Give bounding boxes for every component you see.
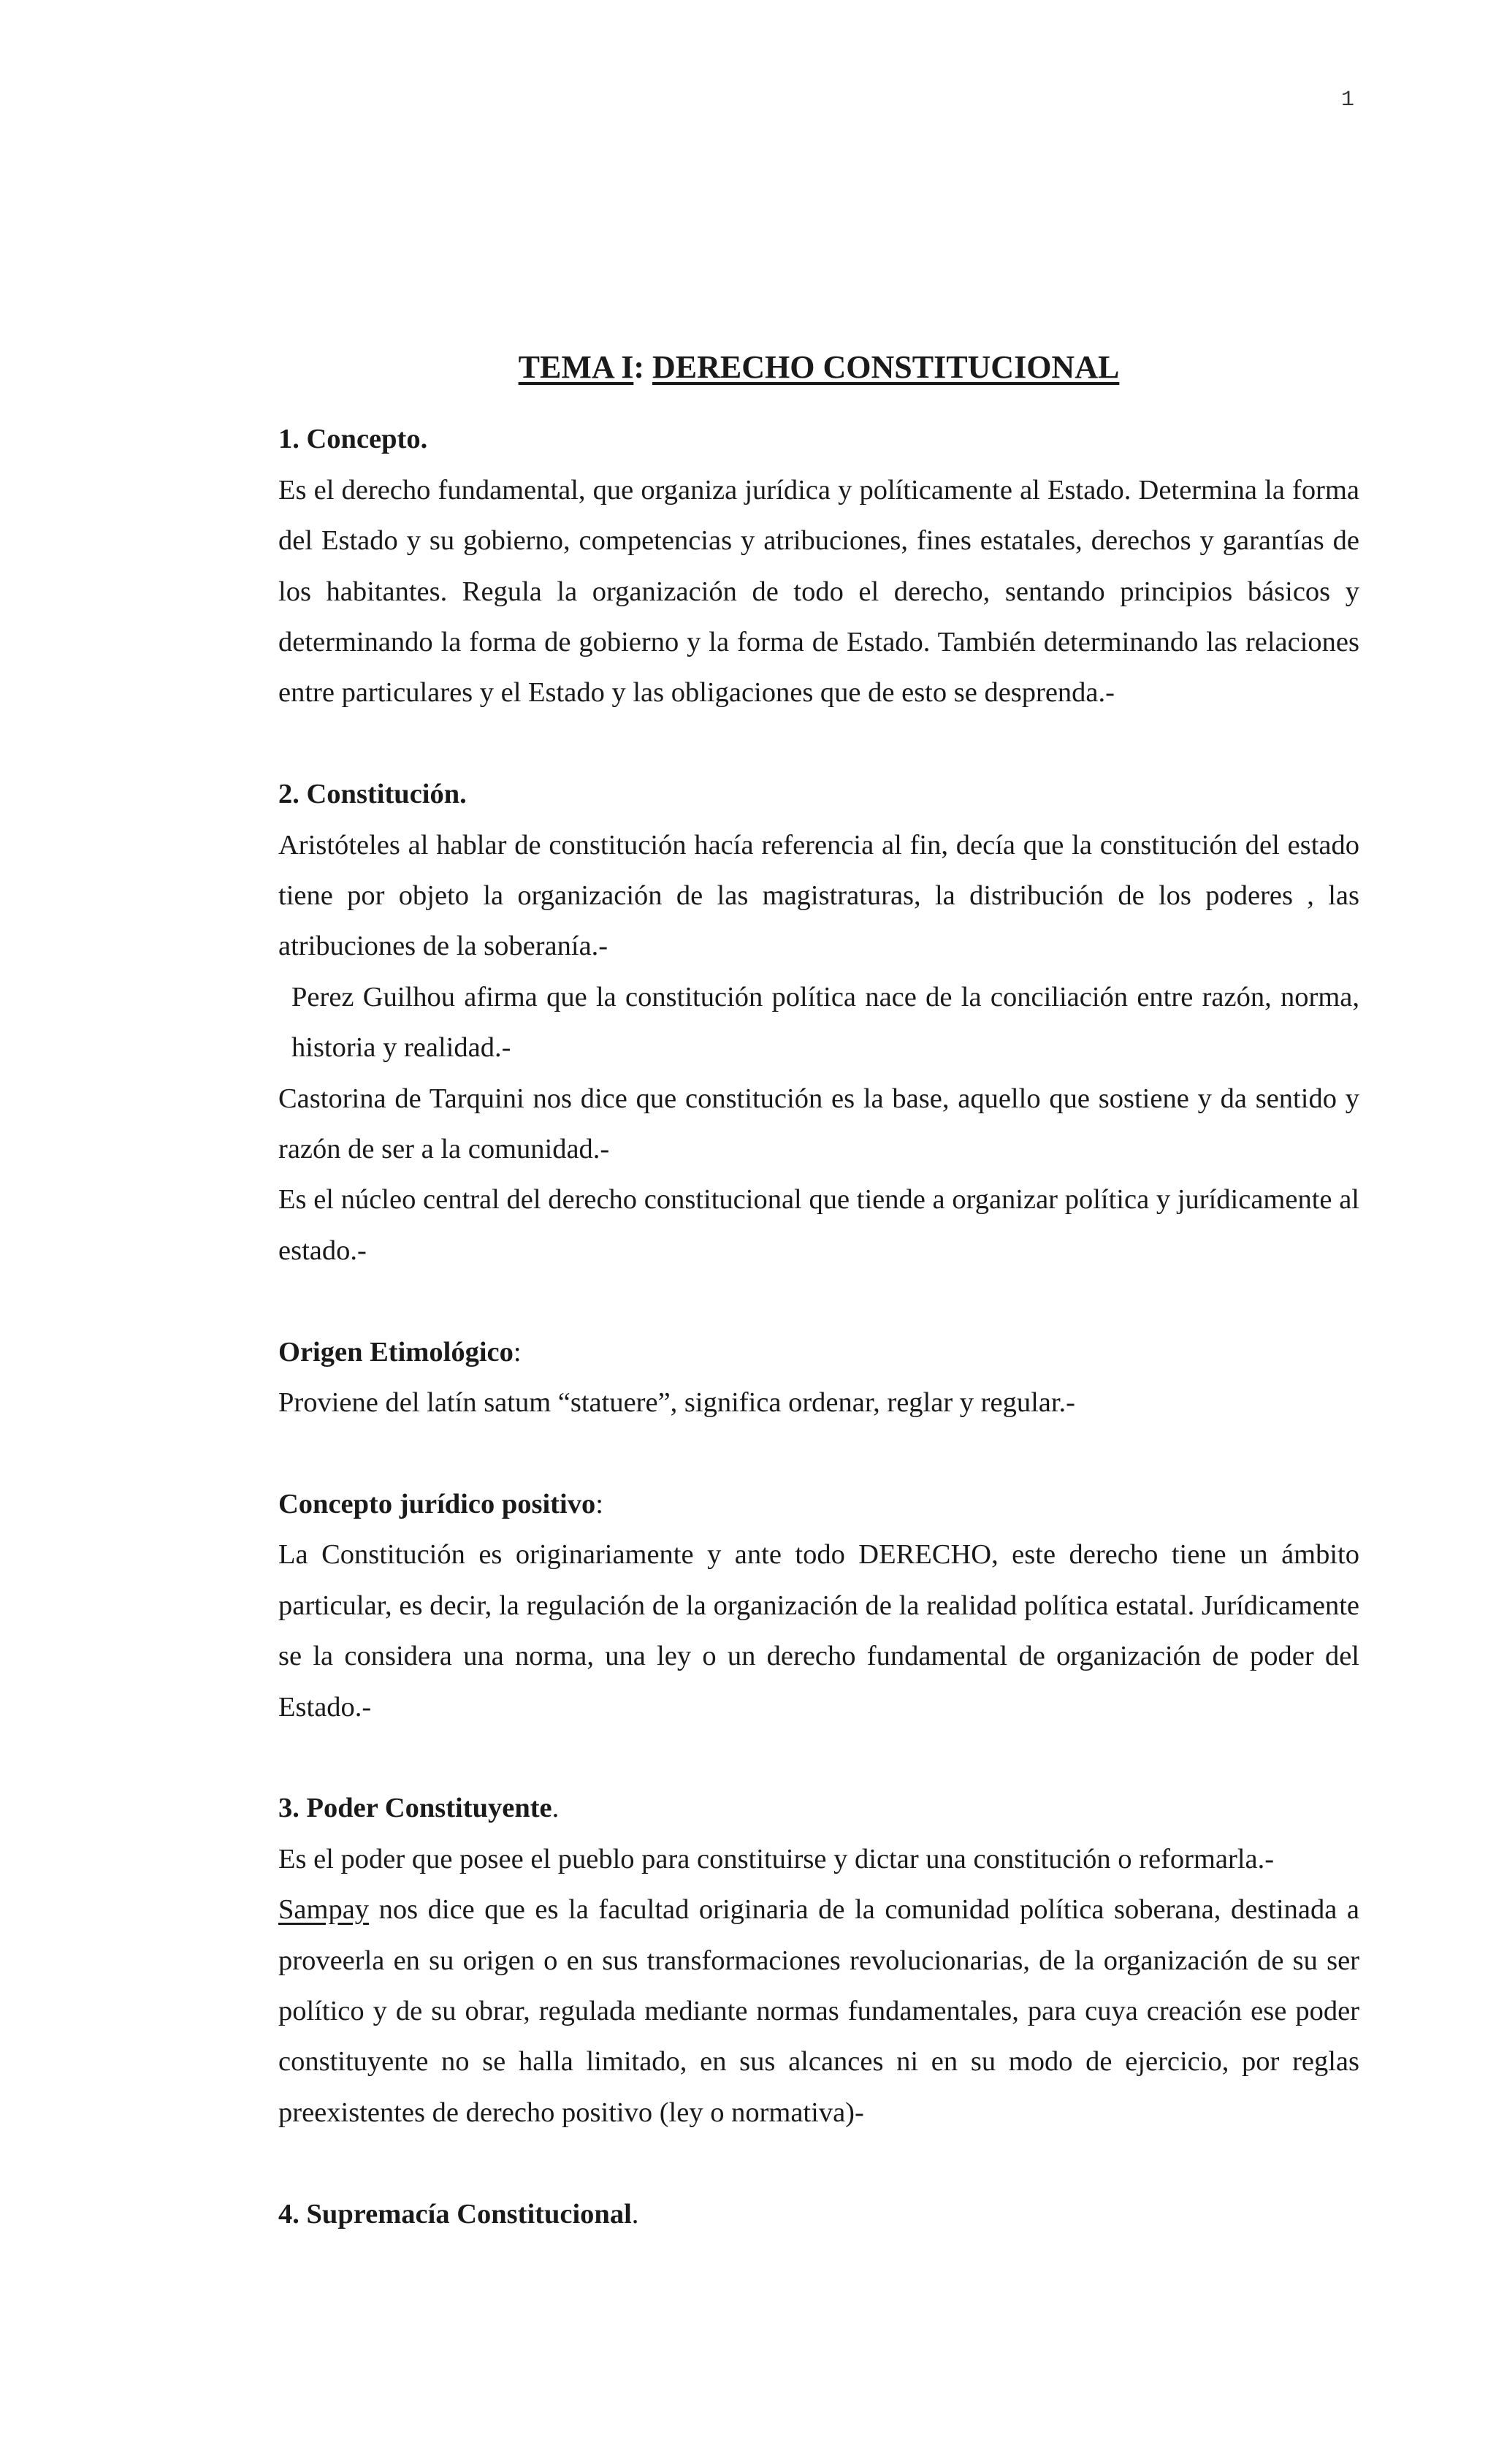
heading-supremacia-dot: . xyxy=(631,2198,639,2230)
heading-origen-etimologico xyxy=(278,1327,1359,1378)
heading-concepto-juridico xyxy=(278,1479,1359,1530)
paragraph-perez-guilhou: Perez Guilhou afirma que la constitución política nace de la conciliación entre razón, norma, historia y realidad.- xyxy=(291,981,1359,1064)
paragraph-castorina: Castorina de Tarquini nos dice que constitución es la base, aquello que sostiene y da sentido y razón de ser a la comunidad.- xyxy=(278,1083,1359,1165)
spacer xyxy=(278,1733,1359,1783)
document-body xyxy=(278,342,1359,2240)
heading-supremacia-text: 4. Supremacía Constitucional xyxy=(278,2198,632,2230)
heading-concepto: 1. Concepto. xyxy=(278,424,428,455)
heading-juridico-colon: : xyxy=(595,1488,603,1519)
heading-juridico-text: Concepto jurídico positivo xyxy=(278,1488,596,1519)
heading-origen-colon: : xyxy=(513,1336,522,1368)
paragraph-nucleo-central: Es el núcleo central del derecho constitucional que tiende a organizar política y jurídicamente al estado.- xyxy=(278,1184,1359,1266)
paragraph-aristoteles: Aristóteles al hablar de constitución hacía referencia al fin, decía que la constitución del estado tiene por objeto la organización de las magistraturas, la distribución de los poderes , las atribuciones de la soberanía.- xyxy=(278,829,1359,962)
spacer xyxy=(278,2138,1359,2189)
heading-poder-constituyente xyxy=(278,1783,1359,1834)
heading-poder-dot: . xyxy=(552,1793,560,1824)
paragraph-origen: Proviene del latín satum “statuere”, significa ordenar, reglar y regular.- xyxy=(278,1387,1075,1419)
document-title xyxy=(278,342,1359,392)
paragraph-concepto: Es el derecho fundamental, que organiza jurídica y políticamente al Estado. Determina la forma del Estado y su gobierno, competencias y atribuciones, fines estatales, derechos y garantías de los habitantes. Regula la organización de todo el derecho, sentando principios básicos y determinando la forma de gobierno y la forma de Estado. También determinando las relaciones entre particulares y el Estado y las obligaciones que de esto se desprenda.- xyxy=(278,474,1359,709)
heading-origen-text: Origen Etimológico xyxy=(278,1336,514,1368)
heading-poder-text: 3. Poder Constituyente xyxy=(278,1793,552,1824)
paragraph-concepto-juridico: La Constitución es originariamente y ante todo DERECHO, este derecho tiene un ámbito particular, es decir, la regulación de la organización de la realidad política estatal. Jurídicamente se la considera una norma, una ley o un derecho fundamental de organización de poder del Estado.- xyxy=(278,1539,1359,1723)
paragraph-poder-definicion: Es el poder que posee el pueblo para constituirse y dictar una constitución o reformarla.- xyxy=(278,1843,1275,1874)
paragraph-sampay-text: nos dice que es la facultad originaria de la comunidad política soberana, destinada a proveerla en su origen o en sus transformaciones revolucionarias, de la organización de su ser político y de su obrar, regulada mediante normas fundamentales, para cuya creación ese poder constituyente no se halla limitado, en sus alcances ni en su modo de ejercicio, por reglas preexistentes de derecho positivo (ley o normativa)- xyxy=(278,1894,1359,2128)
heading-supremacia xyxy=(278,2189,1359,2240)
author-sampay: Sampay xyxy=(278,1894,370,1926)
page-number: 1 xyxy=(1341,88,1355,112)
spacer xyxy=(278,719,1359,769)
spacer xyxy=(278,1429,1359,1479)
paragraph-sampay xyxy=(278,1885,1359,2138)
title-part-2: DERECHO CONSTITUCIONAL xyxy=(652,349,1120,385)
spacer xyxy=(278,1276,1359,1327)
title-separator: : xyxy=(633,349,644,385)
title-part-1: TEMA I xyxy=(518,349,634,385)
heading-constitucion: 2. Constitución. xyxy=(278,779,467,810)
